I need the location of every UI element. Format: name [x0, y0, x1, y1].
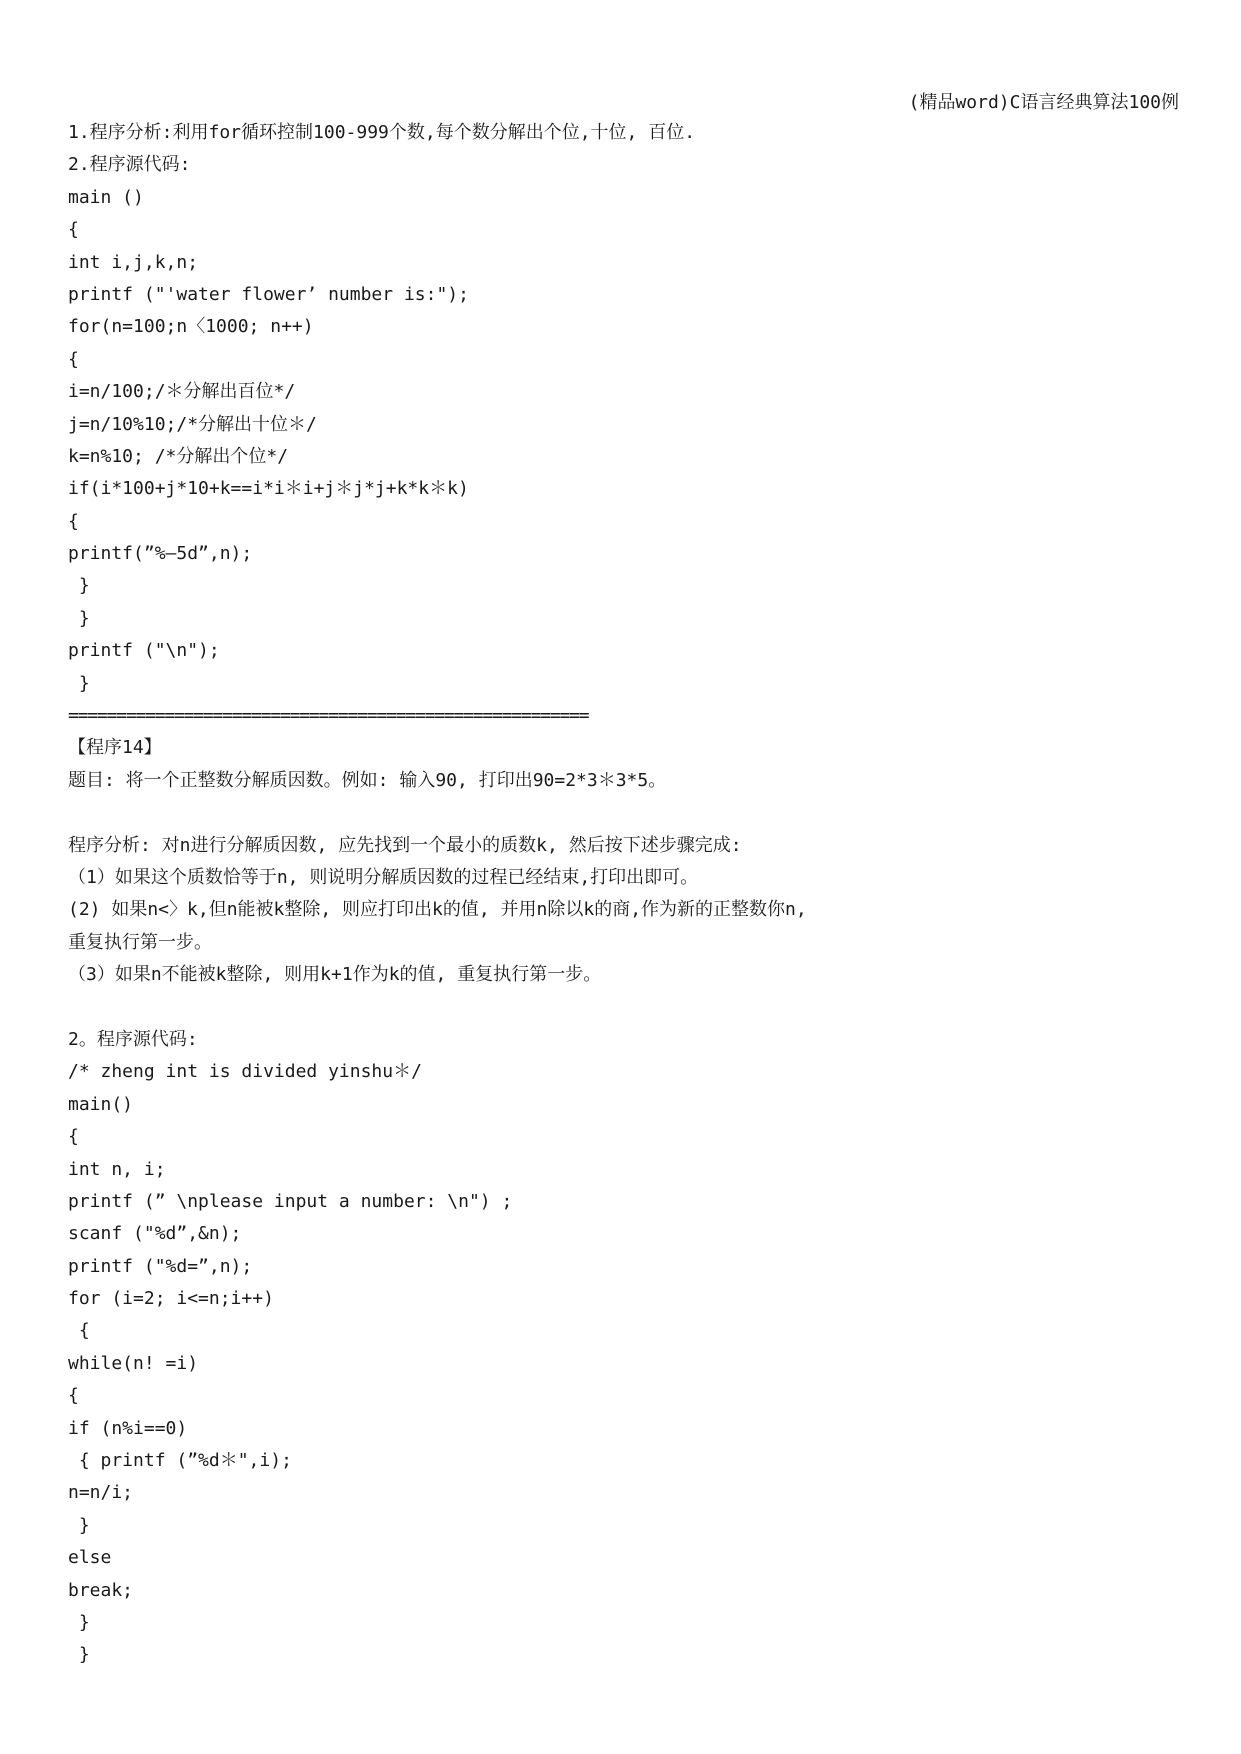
code-line: { — [68, 348, 79, 370]
document-body — [68, 117, 1178, 1672]
code-line: if (n%i==0) — [68, 1417, 188, 1439]
text-line: （1）如果这个质数恰等于n, 则说明分解质因数的过程已经结束,打印出即可。 — [68, 866, 699, 888]
code-line: /* zheng int is divided yinshu＊/ — [68, 1061, 422, 1083]
blank-line — [68, 797, 1178, 829]
text-line: （3）如果n不能被k整除, 则用k+1作为k的值, 重复执行第一步。 — [68, 964, 602, 986]
code-line: printf (” \nplease input a number: \n") ; — [68, 1190, 513, 1212]
code-line: for (i=2; i<=n;i++) — [68, 1288, 274, 1310]
text-line: 2。程序源代码: — [68, 1028, 198, 1050]
code-line: } — [68, 1644, 90, 1666]
code-line: } — [68, 1611, 90, 1633]
text-line: 重复执行第一步。 — [68, 931, 212, 953]
code-line: printf ("'water flower’ number is:"); — [68, 283, 469, 305]
text-line: (2) 如果n<〉k,但n能被k整除, 则应打印出k的值, 并用n除以k的商,作为新的正整数你n, — [68, 899, 807, 921]
code-line: scanf ("%d”,&n); — [68, 1223, 242, 1245]
code-line: main() — [68, 1093, 134, 1115]
code-line: printf(”%—5d”,n); — [68, 543, 253, 565]
code-line: } — [68, 575, 90, 597]
code-line: int n, i; — [68, 1158, 166, 1180]
code-line: { — [68, 1385, 79, 1407]
code-line: n=n/i; — [68, 1482, 134, 1504]
code-line: if(i*100+j*10+k==i*i＊i+j＊j*j+k*k＊k) — [68, 478, 469, 500]
code-line: else — [68, 1547, 112, 1569]
code-line: main () — [68, 186, 144, 208]
separator-line: ====================================================== — [68, 705, 589, 727]
code-line: break; — [68, 1579, 134, 1601]
code-line: } — [68, 607, 90, 629]
page-header-title: (精品word)C语言经典算法100例 — [908, 92, 1179, 113]
text-line: 题目: 将一个正整数分解质因数。例如: 输入90, 打印出90=2*3＊3*5。 — [68, 769, 667, 791]
code-line: while(n! =i) — [68, 1352, 199, 1374]
code-line: int i,j,k,n; — [68, 251, 199, 273]
code-line: { — [68, 1126, 79, 1148]
code-line: } — [68, 672, 90, 694]
code-line: i=n/100;/＊分解出百位*/ — [68, 381, 296, 403]
code-line: printf ("%d=”,n); — [68, 1255, 253, 1277]
code-line: } — [68, 1514, 90, 1536]
text-line: 2.程序源代码: — [68, 154, 191, 176]
code-line: k=n%10; /*分解出个位*/ — [68, 445, 289, 467]
code-line: { printf (”%d＊",i); — [68, 1450, 292, 1472]
text-line: 程序分析: 对n进行分解质因数, 应先找到一个最小的质数k, 然后按下述步骤完成: — [68, 834, 742, 856]
blank-line — [68, 992, 1178, 1024]
code-line: { — [68, 1320, 90, 1342]
code-line: { — [68, 219, 79, 241]
code-line: j=n/10%10;/*分解出十位＊/ — [68, 413, 317, 435]
text-line: 1.程序分析:利用for循环控制100-999个数,每个数分解出个位,十位, 百位. — [68, 122, 696, 143]
code-line: for(n=100;n〈1000; n++) — [68, 316, 314, 338]
section-heading: 【程序14】 — [68, 737, 162, 759]
code-line: printf ("\n"); — [68, 640, 220, 662]
code-line: { — [68, 510, 79, 532]
